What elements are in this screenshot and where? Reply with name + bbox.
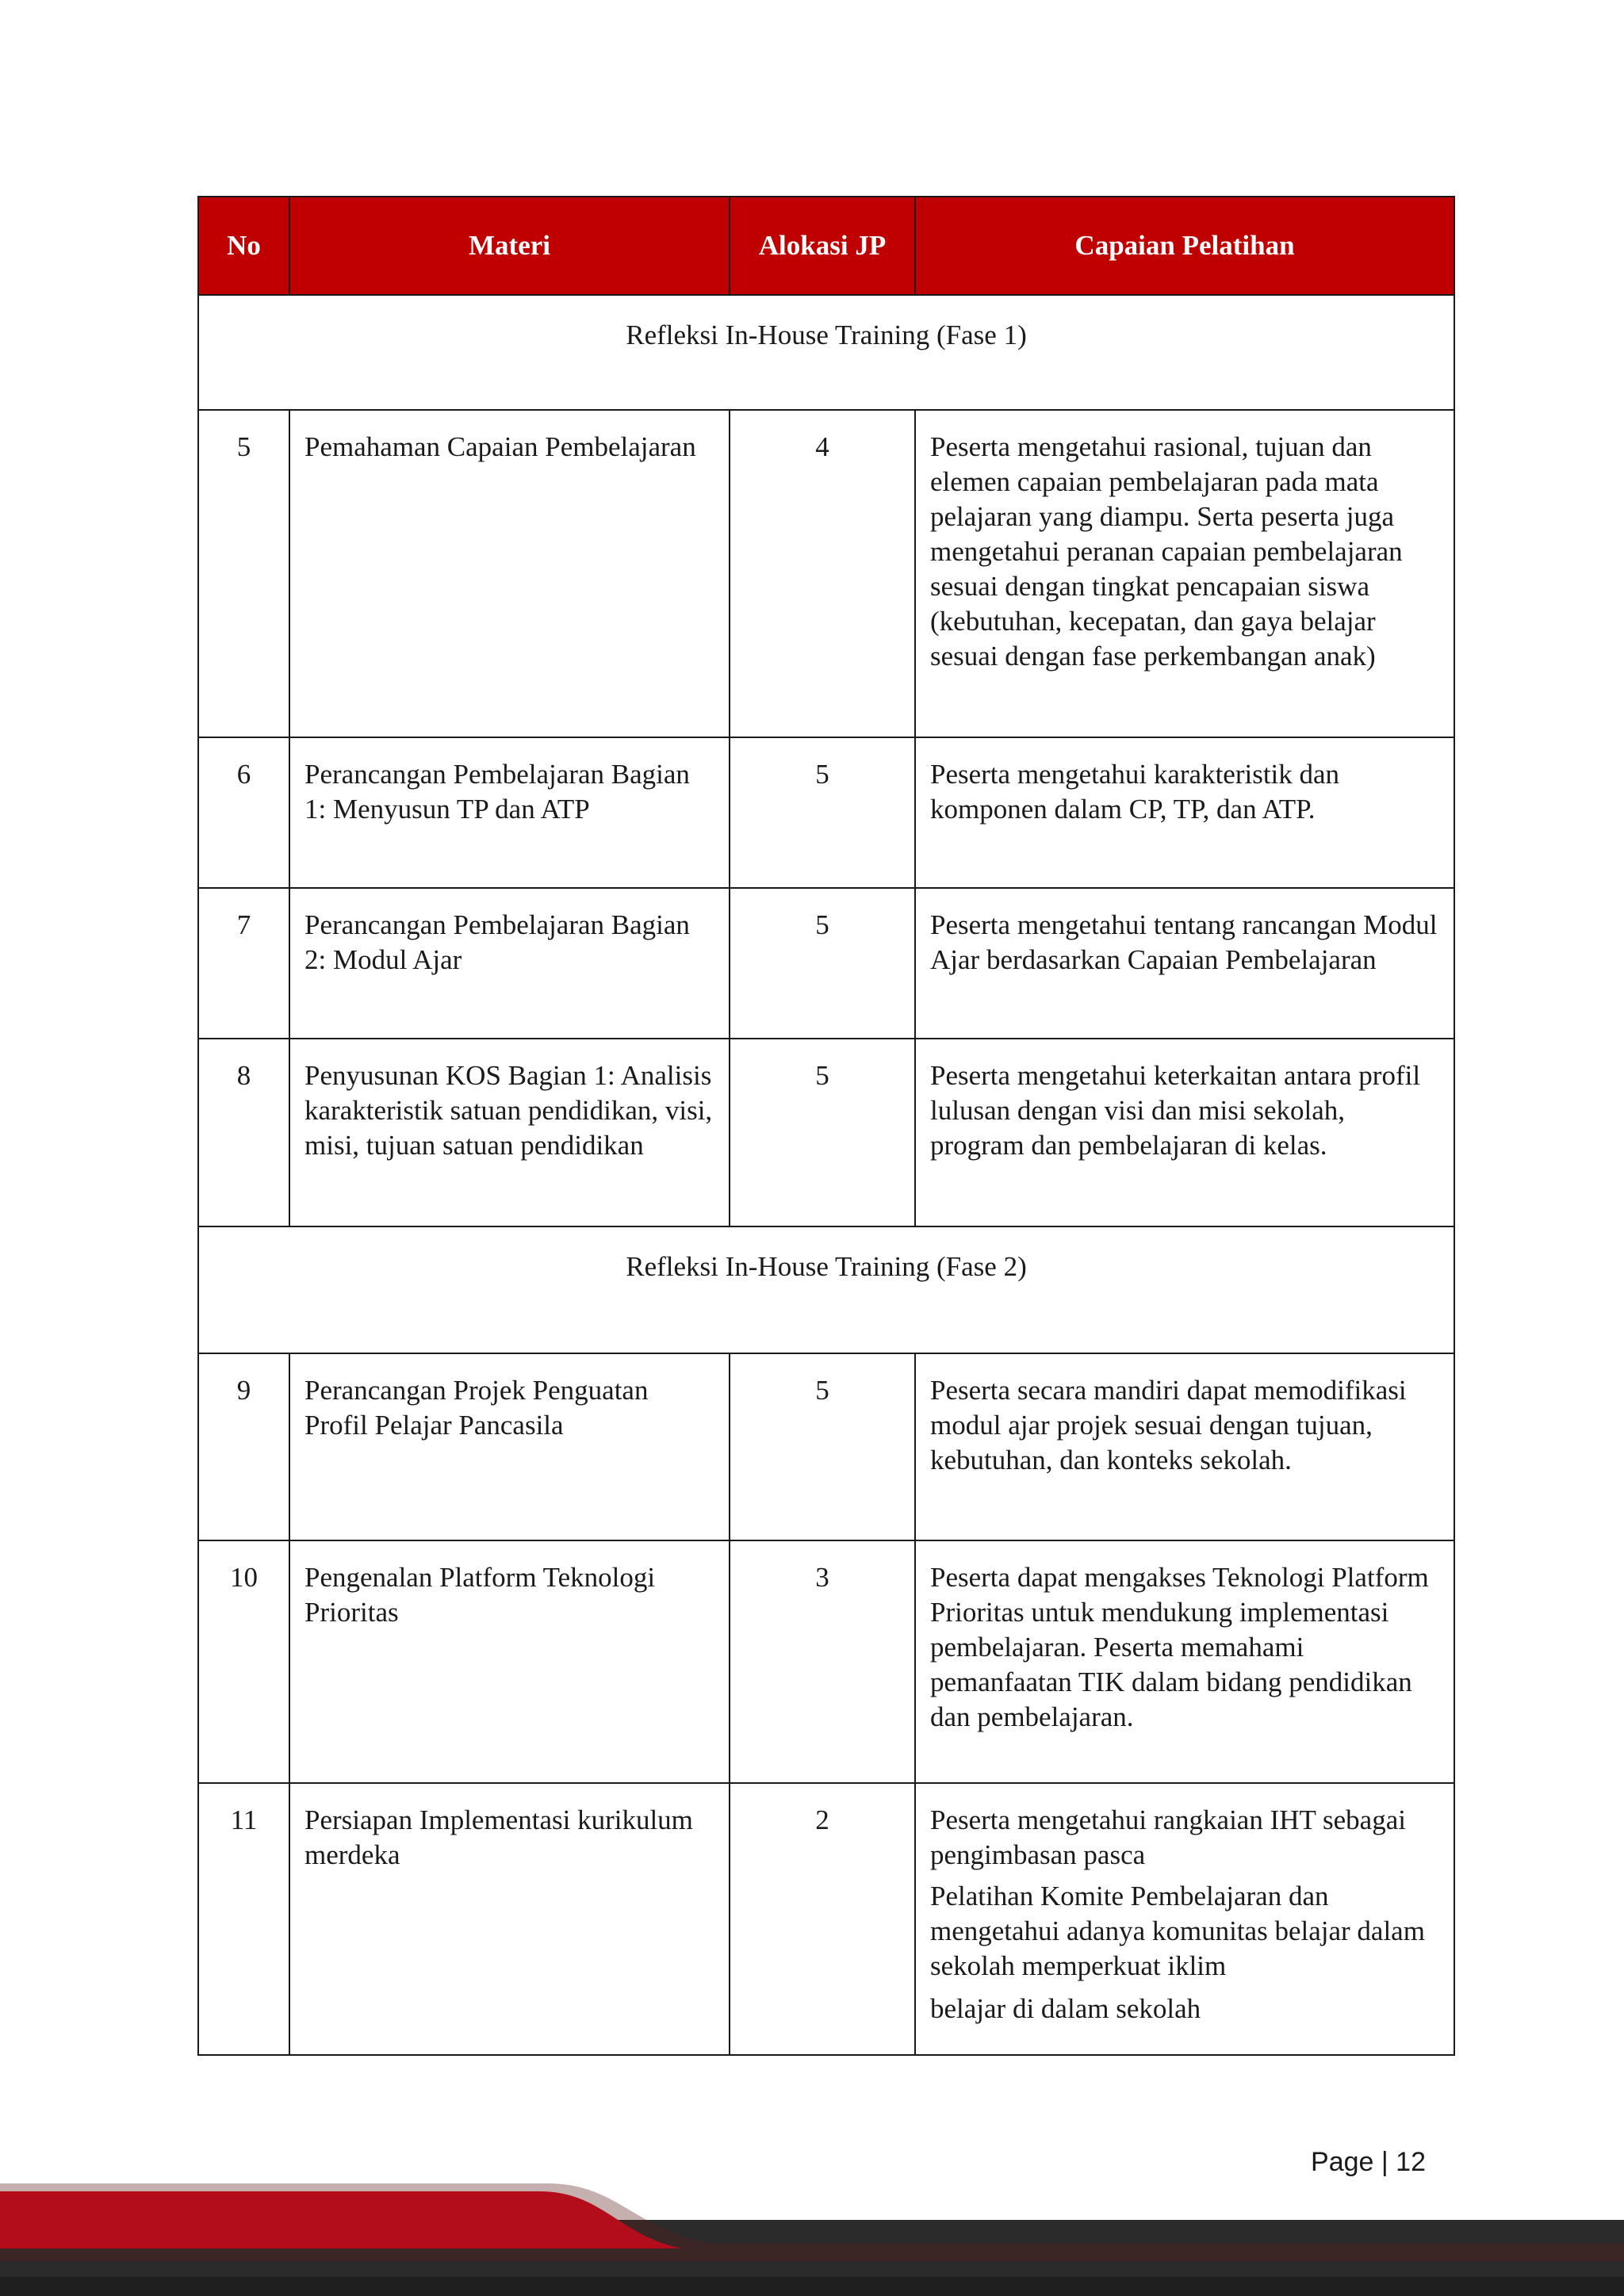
- row-materi: Persiapan Implementasi kurikulum merdeka: [289, 1783, 730, 2055]
- table-row: [198, 410, 1454, 737]
- capaian-paragraph: Peserta mengetahui rangkaian IHT sebagai pengimbasan pasca: [930, 1804, 1406, 1870]
- row-capaian: Peserta mengetahui keterkaitan antara profil lulusan dengan visi dan misi sekolah, program dan pembelajaran di kelas.: [915, 1039, 1454, 1226]
- footer-decoration: [0, 2172, 1624, 2296]
- header-alokasi: Alokasi JP: [730, 197, 915, 295]
- row-materi: Perancangan Pembelajaran Bagian 2: Modul Ajar: [289, 888, 730, 1039]
- table-row: [198, 1353, 1454, 1540]
- row-materi: Penyusunan KOS Bagian 1: Analisis karakteristik satuan pendidikan, visi, misi, tujuan satuan pendidikan: [289, 1039, 730, 1226]
- footer-bottom-stripe: [0, 2277, 1624, 2296]
- header-no: No: [198, 197, 289, 295]
- row-no: 6: [198, 737, 289, 888]
- row-no: 7: [198, 888, 289, 1039]
- header-materi: Materi: [289, 197, 730, 295]
- section-title: Refleksi In-House Training (Fase 1): [198, 295, 1454, 410]
- row-capaian: Peserta mengetahui karakteristik dan komponen dalam CP, TP, dan ATP.: [915, 737, 1454, 888]
- row-capaian: Peserta secara mandiri dapat memodifikasi modul ajar projek sesuai dengan tujuan, kebutuhan, dan konteks sekolah.: [915, 1353, 1454, 1540]
- table-row: [198, 737, 1454, 888]
- section-title: Refleksi In-House Training (Fase 2): [198, 1226, 1454, 1353]
- capaian-paragraph: Pelatihan Komite Pembelajaran dan mengetahui adanya komunitas belajar dalam sekolah memperkuat iklim: [930, 1881, 1425, 1981]
- row-no: 10: [198, 1540, 289, 1783]
- row-jp: 5: [730, 1039, 915, 1226]
- row-capaian: Peserta dapat mengakses Teknologi Platform Prioritas untuk mendukung implementasi pembelajaran. Peserta memahami pemanfaatan TIK dalam bidang pendidikan dan pembelajaran.: [915, 1540, 1454, 1783]
- row-jp: 5: [730, 888, 915, 1039]
- table-row: [198, 1039, 1454, 1226]
- section-row: [198, 1226, 1454, 1353]
- section-row: [198, 295, 1454, 410]
- row-materi: Pengenalan Platform Teknologi Prioritas: [289, 1540, 730, 1783]
- row-capaian: Peserta mengetahui rasional, tujuan dan elemen capaian pembelajaran pada mata pelajaran yang diampu. Serta peserta juga mengetahui peranan capaian pembelajaran sesuai dengan tingkat pencapaian siswa (kebutuhan, kecepatan, dan gaya belajar sesuai dengan fase perkembangan anak): [915, 410, 1454, 737]
- row-jp: 2: [730, 1783, 915, 2055]
- row-jp: 3: [730, 1540, 915, 1783]
- row-no: 5: [198, 410, 289, 737]
- row-materi: Perancangan Pembelajaran Bagian 1: Menyusun TP dan ATP: [289, 737, 730, 888]
- capaian-paragraph: belajar di dalam sekolah: [930, 1993, 1201, 2024]
- row-capaian: [915, 1783, 1454, 2055]
- curriculum-table: [197, 196, 1455, 2056]
- row-capaian: Peserta mengetahui tentang rancangan Modul Ajar berdasarkan Capaian Pembelajaran: [915, 888, 1454, 1039]
- page-number: Page | 12: [1311, 2147, 1426, 2177]
- header-capaian: Capaian Pelatihan: [915, 197, 1454, 295]
- table-row: [198, 888, 1454, 1039]
- row-no: 9: [198, 1353, 289, 1540]
- table-header-row: [198, 197, 1454, 295]
- row-no: 11: [198, 1783, 289, 2055]
- row-jp: 5: [730, 1353, 915, 1540]
- row-materi: Pemahaman Capaian Pembelajaran: [289, 410, 730, 737]
- table-row: [198, 1540, 1454, 1783]
- row-jp: 5: [730, 737, 915, 888]
- row-no: 8: [198, 1039, 289, 1226]
- table-row: [198, 1783, 1454, 2055]
- row-jp: 4: [730, 410, 915, 737]
- row-materi: Perancangan Projek Penguatan Profil Pelajar Pancasila: [289, 1353, 730, 1540]
